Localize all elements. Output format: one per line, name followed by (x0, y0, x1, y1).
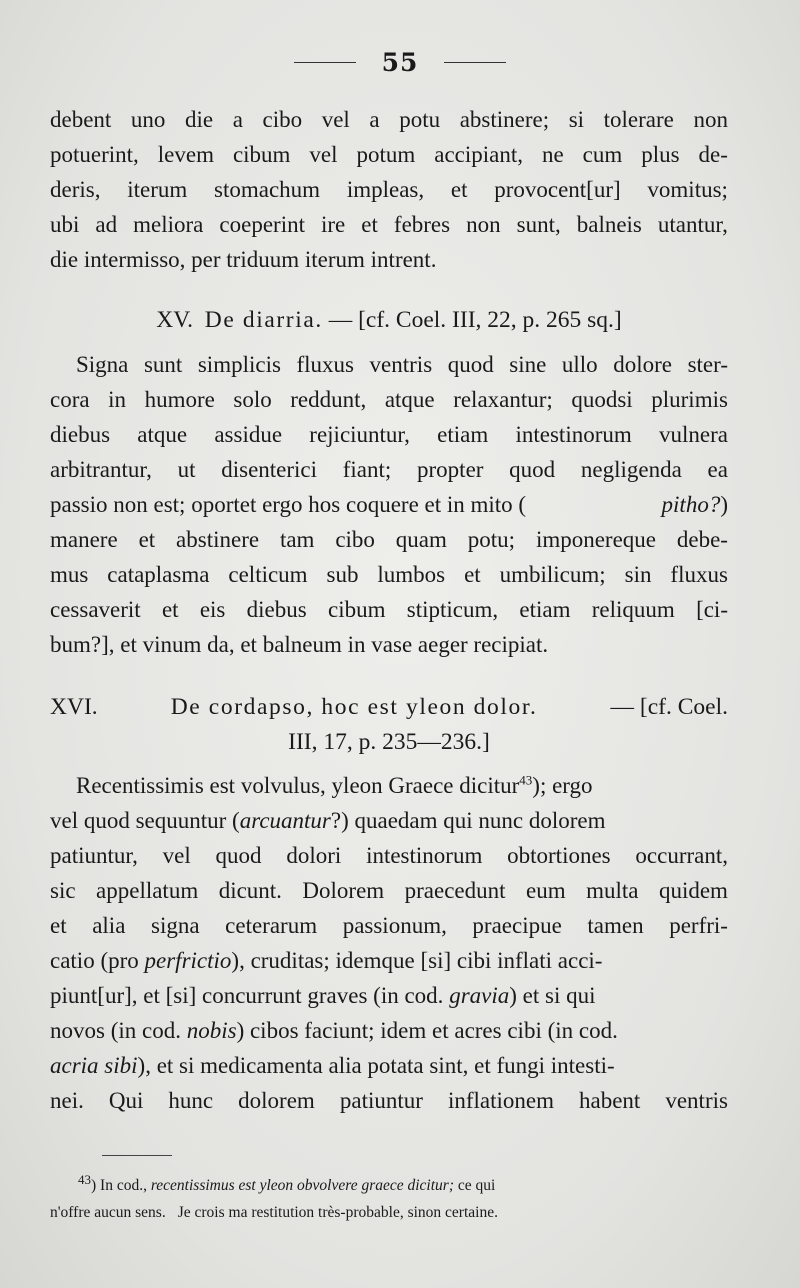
text-line: novos (in cod. nobis) cibos faciunt; idem et acres cibi (in cod. (50, 1018, 618, 1043)
text-line: bum?], et vinum da, et balneum in vase aeger recipiat. (50, 632, 549, 657)
text-line: piunt[ur], et [si] concurrunt graves (in cod. gravia) et si qui (50, 983, 596, 1008)
text-line: ubi ad meliora coeperint ire et febres non sunt, balneis utantur, (50, 212, 728, 237)
page-header (0, 48, 800, 77)
text-line: arbitrantur, ut disenterici fiant; propter quod negligenda ea (50, 457, 728, 482)
header-rule-right (444, 62, 506, 63)
heading-reference-cont: III, 17, p. 235—236.] (288, 729, 490, 755)
text-line: vel quod sequuntur (arcuantur?) quaedam qui nunc dolorem (50, 808, 606, 833)
text-line: et alia signa ceterarum passionum, praecipue tamen perfri- (50, 913, 728, 938)
heading-reference: — [cf. Coel. (610, 694, 728, 720)
text-line: manere et abstinere tam cibo quam potu; imponereque debe- (50, 527, 728, 552)
footnote-marker: 43 (519, 772, 533, 788)
text-line: potuerint, levem cibum vel potum accipiant, ne cum plus de- (50, 142, 728, 167)
paragraph-1 (50, 102, 728, 277)
text-line: diebus atque assidue rejiciuntur, etiam intestinorum vulnera (50, 422, 728, 447)
text-line: catio (pro perfrictio), cruditas; idemque [si] cibi inflati acci- (50, 948, 603, 973)
text-line: nei. Qui hunc dolorem patiuntur inflationem habent ventris (50, 1088, 728, 1113)
header-rule-left (294, 62, 356, 63)
footnote-rule (102, 1155, 172, 1156)
heading-title: De cordapso, hoc est yleon dolor. (170, 694, 538, 720)
text-line: mus cataplasma celticum sub lumbos et umbilicum; sin fluxus (50, 562, 728, 587)
text-line: deris, iterum stomachum impleas, et provocent[ur] vomitus; (50, 177, 728, 202)
heading-title: De diarria. (204, 307, 323, 333)
text-line: patiuntur, vel quod dolori intestinorum obtortiones occurrant, (50, 843, 728, 868)
footnote-number: 43 (78, 1171, 91, 1187)
text-line: Signa sunt simplicis fluxus ventris quod sine ullo dolore ster- (76, 352, 728, 377)
section-heading-xv (50, 303, 728, 338)
text-line: passio non est; oportet ergo hos coquere et in mito ( pitho?) (50, 492, 728, 517)
text-line: cora in humore solo reddunt, atque relaxantur; quodsi plurimis (50, 387, 728, 412)
heading-number: XVI. (50, 694, 98, 720)
text-line: sic appellatum dicunt. Dolorem praecedunt eum multa quidem (50, 878, 728, 903)
text-line: acria sibi), et si medicamenta alia potata sint, et fungi intesti- (50, 1053, 615, 1078)
text-line: Recentissimis est volvulus, yleon Graece dicitur$^{43}$); ergo (76, 772, 593, 798)
text-line: die intermisso, per triduum iterum intrent. (50, 247, 437, 272)
heading-reference: — [cf. Coel. III, 22, p. 265 sq.] (328, 307, 622, 333)
heading-number: XV. (156, 307, 194, 333)
text-line: cessaverit et eis diebus cibum stipticum, etiam reliquum [ci- (50, 597, 728, 622)
text-line: debent uno die a cibo vel a potu abstinere; si tolerare non (50, 107, 728, 132)
page-number: 55 (381, 48, 419, 77)
section-heading-xvi (50, 690, 728, 760)
paragraph-3 (50, 768, 728, 1118)
footnote: $^{43}$) In cod., recentissimus est yleon obvolvere graece dicitur; ce qui n'offre aucun sens. Je crois ma restitution très-probable, sinon certaine. (50, 1171, 498, 1221)
paragraph-2 (50, 347, 728, 662)
